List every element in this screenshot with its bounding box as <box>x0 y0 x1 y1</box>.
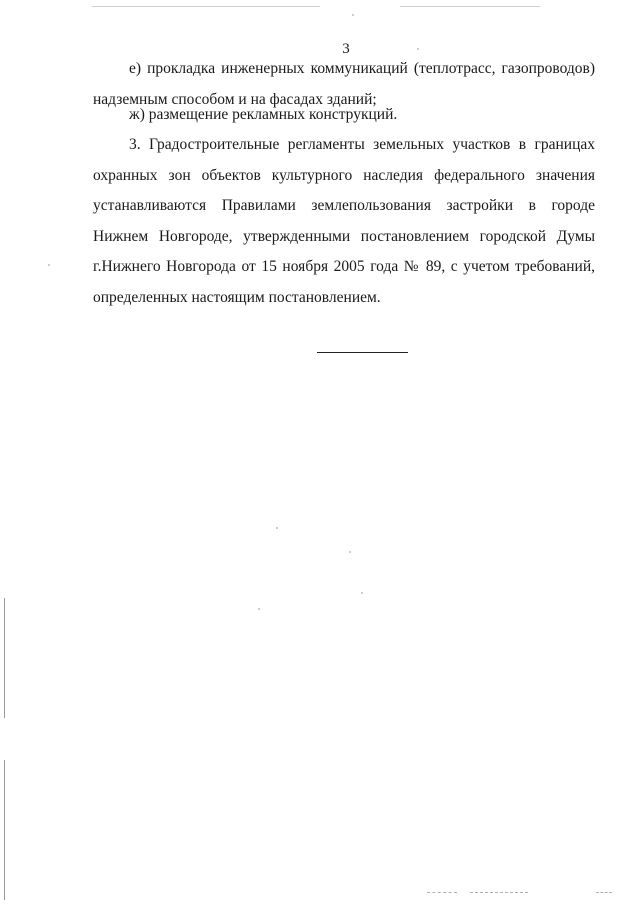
scan-artifact-speck <box>417 48 419 50</box>
scan-artifact-bottom-dash <box>596 892 612 893</box>
scan-artifact-bottom-dash <box>470 892 528 893</box>
scan-artifact-speck <box>361 592 363 594</box>
paragraph-item-3: 3. Градостроительные регламенты земельных участков в границах охранных зон объектов культурного наследия федерального значения устанавливаются Правилами землепользования застройки в городе Нижнем Новгороде, утвержденными постановлением городской Думы г.Нижнего Новгорода от 15 ноября 2005 года № 89, с учетом требований, определенных настоящим постановлением. <box>93 136 595 306</box>
scan-artifact-speck <box>276 527 278 529</box>
scan-artifact-speck <box>352 14 354 16</box>
paragraph-block <box>93 130 595 313</box>
scan-artifact-left-edge <box>4 760 5 900</box>
scan-artifact-speck <box>258 608 260 610</box>
scan-artifact-bottom-dash <box>427 892 457 893</box>
end-of-document-rule <box>317 352 408 353</box>
page-number: 3 <box>342 41 350 57</box>
scan-artifact-speck <box>48 264 50 266</box>
scan-artifact-top-line <box>400 6 540 7</box>
paragraph-block <box>93 100 595 131</box>
scan-artifact-speck <box>349 551 351 553</box>
paragraph-item-zh: ж) размещение рекламных конструкций. <box>129 106 398 123</box>
scan-artifact-left-edge <box>4 598 5 718</box>
scan-artifact-top-line <box>92 6 320 7</box>
paragraph-item-e: е) прокладка инженерных коммуникаций (теплотрасс, газопроводов) надземным способом и на фасадах зданий; <box>93 60 595 108</box>
